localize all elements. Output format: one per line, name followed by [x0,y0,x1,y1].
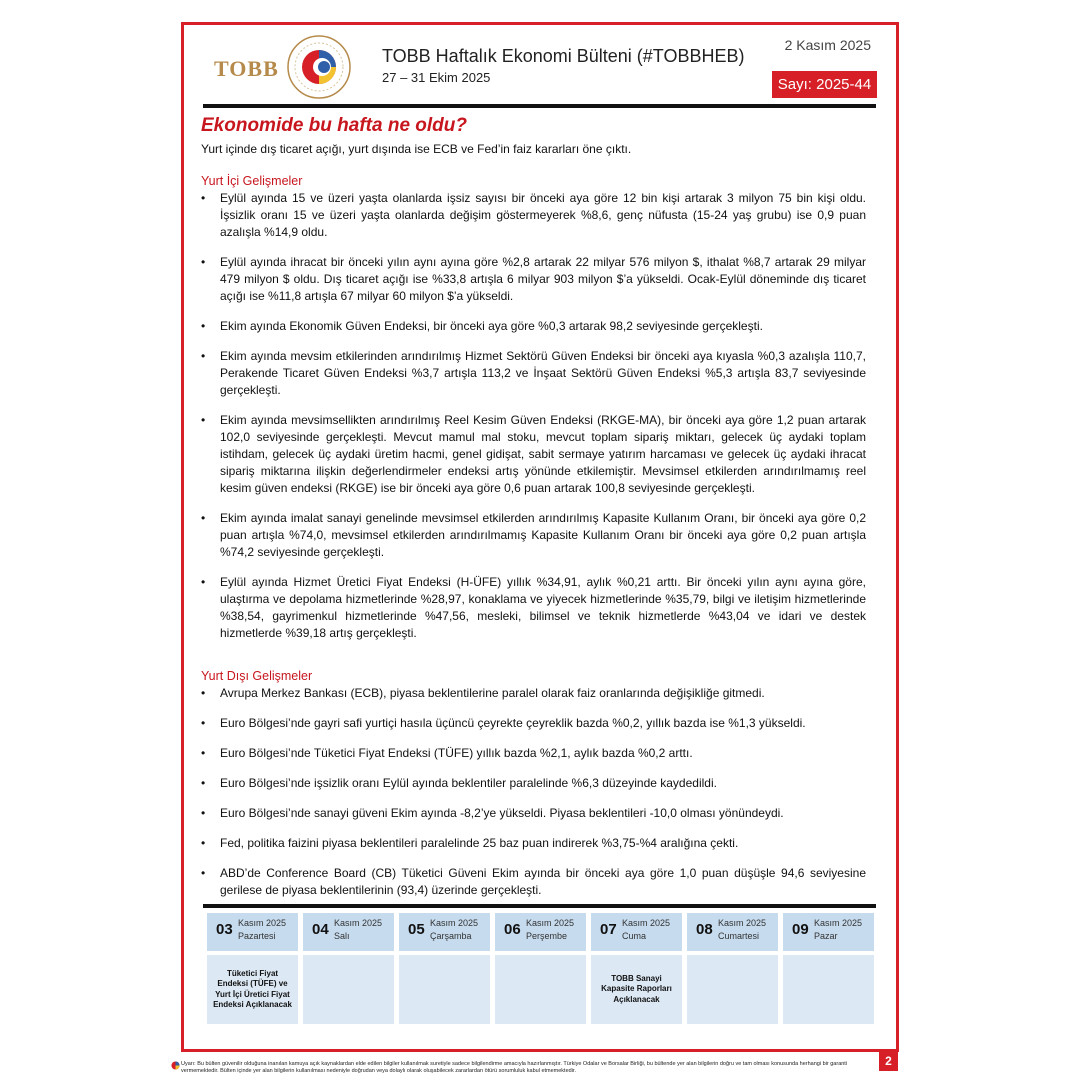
calendar-day-header [399,913,490,951]
calendar-day [303,913,394,1024]
calendar-day-month: Kasım 2025 [814,918,863,928]
calendar-day-month: Kasım 2025 [526,918,575,928]
calendar-day-month: Kasım 2025 [334,918,383,928]
page-number: 2 [879,1052,898,1071]
domestic-heading: Yurt İçi Gelişmeler [201,174,303,188]
calendar-day-body [495,955,586,1024]
calendar-day-body [783,955,874,1024]
calendar-day [783,913,874,1024]
calendar-day-header [207,913,298,951]
calendar-day-month: Kasım 2025 [238,918,287,928]
disclaimer-text: Uyarı: Bu bülten güvenilir olduğuna inanılan kamuya açık kaynaklardan elde edilen bilgiler kullanılmak suretiyle sadece bilgilendirme amacıyla hazırlanmıştır. Türkiye Odalar ve Borsalar Birliği, bu bültende yer alan bilgilerin doğru ve tam olması konusunda herhangi bir garanti vermemektedir. Bülten içinde yer alan bilgilerin kullanılması nedeniyle doğrudan veya dolaylı olarak oluşabilecek zararlardan ötürü sorumluluk kabul etmemektedir. [181,1061,848,1074]
calendar-day-header [303,913,394,951]
calendar-day-body [399,955,490,1024]
list-item: • Ekim ayında mevsimsellikten arındırılmış Reel Kesim Güven Endeksi (RKGE-MA), bir önceki aya göre 1,2 puan artarak 102,0 seviyesinde gerçekleşti. Mevcut mamul mal stoku, mevcut toplam sipariş miktarı, gelecek üç aydaki toplam istihdam, gelecek üç aydaki üretim hacmi, genel gidişat, sabit sermaye yatırım harcaması ve gelecek üç aydaki ihracat sipariş miktarına ilişkin değerlendirmeler endeksi artış yönünde etkilemiştir. Mevsimsel etkilerden arındırılmamış reel kesim güven endeksi (RKGE) ise bir önceki aya göre 0,6 puan artarak 100,8 seviyesinde gerçekleşti. [201,412,866,497]
list-item: • Avrupa Merkez Bankası (ECB), piyasa beklentilerine paralel olarak faiz oranlarında değişikliğe gitmedi. [201,685,866,702]
header-divider [203,104,876,108]
list-item: • Euro Bölgesi’nde işsizlik oranı Eylül ayında beklentiler paralelinde %6,3 düzeyinde kaydedildi. [201,775,866,792]
list-item: • Euro Bölgesi’nde gayri safi yurtiçi hasıla üçüncü çeyrekte çeyreklik bazda %0,2, yıllık bazda ise %1,3 yükseldi. [201,715,866,732]
calendar-day-number: 03 [216,921,233,938]
calendar-day-number: 08 [696,921,713,938]
calendar-day-number: 07 [600,921,617,938]
calendar-day-body [591,955,682,1024]
list-item: • Eylül ayında ihracat bir önceki yılın aynı ayına göre %2,8 artarak 22 milyar 576 milyon $, ithalat %8,7 artarak 29 milyar 479 milyon $ oldu. Dış ticaret açığı ise %33,8 artışla 6 milyar 903 milyon $’a yükseldi. Ocak-Eylül döneminde dış ticaret açığı ise %11,8 artışla 67 milyar 60 milyon $’a yükseldi. [201,254,866,305]
international-list [201,685,866,912]
calendar-day-header [687,913,778,951]
calendar-day [687,913,778,1024]
publish-date: 2 Kasım 2025 [784,37,871,53]
calendar-day [591,913,682,1024]
calendar-event: Tüketici Fiyat Endeksi (TÜFE) ve Yurt İçi Üretici Fiyat Endeksi Açıklanacak [213,968,292,1009]
list-item: • Ekim ayında Ekonomik Güven Endeksi, bir önceki aya göre %0,3 artarak 98,2 seviyesinde gerçekleşti. [201,318,866,335]
calendar-day-weekday: Perşembe [526,931,568,941]
international-heading: Yurt Dışı Gelişmeler [201,669,313,683]
calendar-day-weekday: Cumartesi [718,931,760,941]
list-item: • Euro Bölgesi’nde Tüketici Fiyat Endeksi (TÜFE) yıllık bazda %2,1, aylık bazda %0,2 arttı. [201,745,866,762]
calendar-day-weekday: Salı [334,931,350,941]
calendar-day-body [207,955,298,1024]
calendar-event: TOBB Sanayi Kapasite Raporları Açıklanacak [601,973,672,1004]
calendar-day-number: 05 [408,921,425,938]
calendar-day-number: 06 [504,921,521,938]
list-item: • Ekim ayında mevsim etkilerinden arındırılmış Hizmet Sektörü Güven Endeksi bir önceki aya kıyasla %0,3 azalışla 110,7, Perakende Ticaret Güven Endeksi %3,7 artışla 113,2 ve İnşaat Sektörü Güven Endeksi %5,3 artışla 83,7 seviyesinde gerçekleşti. [201,348,866,399]
calendar-day-number: 09 [792,921,809,938]
logo-text: TOBB [214,56,279,81]
bulletin-title: TOBB Haftalık Ekonomi Bülteni (#TOBBHEB) [382,46,745,66]
calendar-day-body [303,955,394,1024]
page-title: Ekonomide bu hafta ne oldu? [201,115,467,136]
calendar-day-header [495,913,586,951]
list-item: • Eylül ayında 15 ve üzeri yaşta olanlarda işsiz sayısı bir önceki aya göre 12 bin kişi artarak 3 milyon 75 bin kişi oldu. İşsizlik oranı 15 ve üzeri yaşta olanlarda değişim göstermeyerek %8,6, genç nüfusta (15-24 yaş grubu) ise 0,9 puan azalışla %14,9 oldu. [201,190,866,241]
list-item: • Fed, politika faizini piyasa beklentileri paralelinde 25 baz puan indirerek %3,75-%4 aralığına çekti. [201,835,866,852]
weekly-calendar [207,913,873,1024]
calendar-day [207,913,298,1024]
calendar-divider [203,904,876,908]
calendar-day-body [687,955,778,1024]
calendar-day-weekday: Çarşamba [430,931,472,941]
calendar-day-weekday: Cuma [622,931,647,941]
calendar-day-header [783,913,874,951]
issue-badge: Sayı: 2025-44 [772,71,877,98]
tobb-emblem-icon [286,34,352,100]
calendar-day-weekday: Pazar [814,931,838,941]
calendar-day-month: Kasım 2025 [622,918,671,928]
list-item: • Euro Bölgesi’nde sanayi güveni Ekim ayında -8,2’ye yükseldi. Piyasa beklentileri -10,0 olması yönündeydi. [201,805,866,822]
bulletin-date-range: 27 – 31 Ekim 2025 [382,70,491,85]
calendar-day-header [591,913,682,951]
calendar-day-weekday: Pazartesi [238,931,276,941]
calendar-day-month: Kasım 2025 [430,918,479,928]
calendar-day-number: 04 [312,921,329,938]
tobb-logo [214,34,354,102]
weekly-summary: Yurt içinde dış ticaret açığı, yurt dışında ise ECB ve Fed’in faiz kararları öne çıktı. [201,142,632,156]
list-item: • Eylül ayında Hizmet Üretici Fiyat Endeksi (H-ÜFE) yıllık %34,91, aylık %0,21 arttı. Bir önceki yılın aynı ayına göre, ulaştırma ve depolama hizmetlerinde %28,97, konaklama ve yiyecek hizmetlerinde %35,79, bilgi ve iletişim hizmetlerinde %38,54, gayrimenkul hizmetlerinde %47,56, mesleki, bilimsel ve teknik hizmetlerde %43,04 ve idari ve destek hizmetlerde %39,18 artış gerçekleşti. [201,574,866,642]
tobb-small-logo-icon [171,1061,180,1070]
calendar-day-month: Kasım 2025 [718,918,767,928]
list-item: • ABD’de Conference Board (CB) Tüketici Güveni Ekim ayında bir önceki aya göre 1,0 puan düşüşle 94,6 seviyesine gerilese de piyasa beklentilerinin (93,4) üzerinde gerçekleşti. [201,865,866,899]
calendar-day [399,913,490,1024]
calendar-day [495,913,586,1024]
domestic-list [201,190,866,655]
list-item: • Ekim ayında imalat sanayi genelinde mevsimsel etkilerden arındırılmış Kapasite Kullanım Oranı, bir önceki aya göre 0,2 puan artışla %74,0, mevsimsel etkilerden arındırılmamış Kapasite Kullanım Oranı bir önceki aya göre 0,2 puan artışla %74,2 seviyesinde gerçekleşti. [201,510,866,561]
